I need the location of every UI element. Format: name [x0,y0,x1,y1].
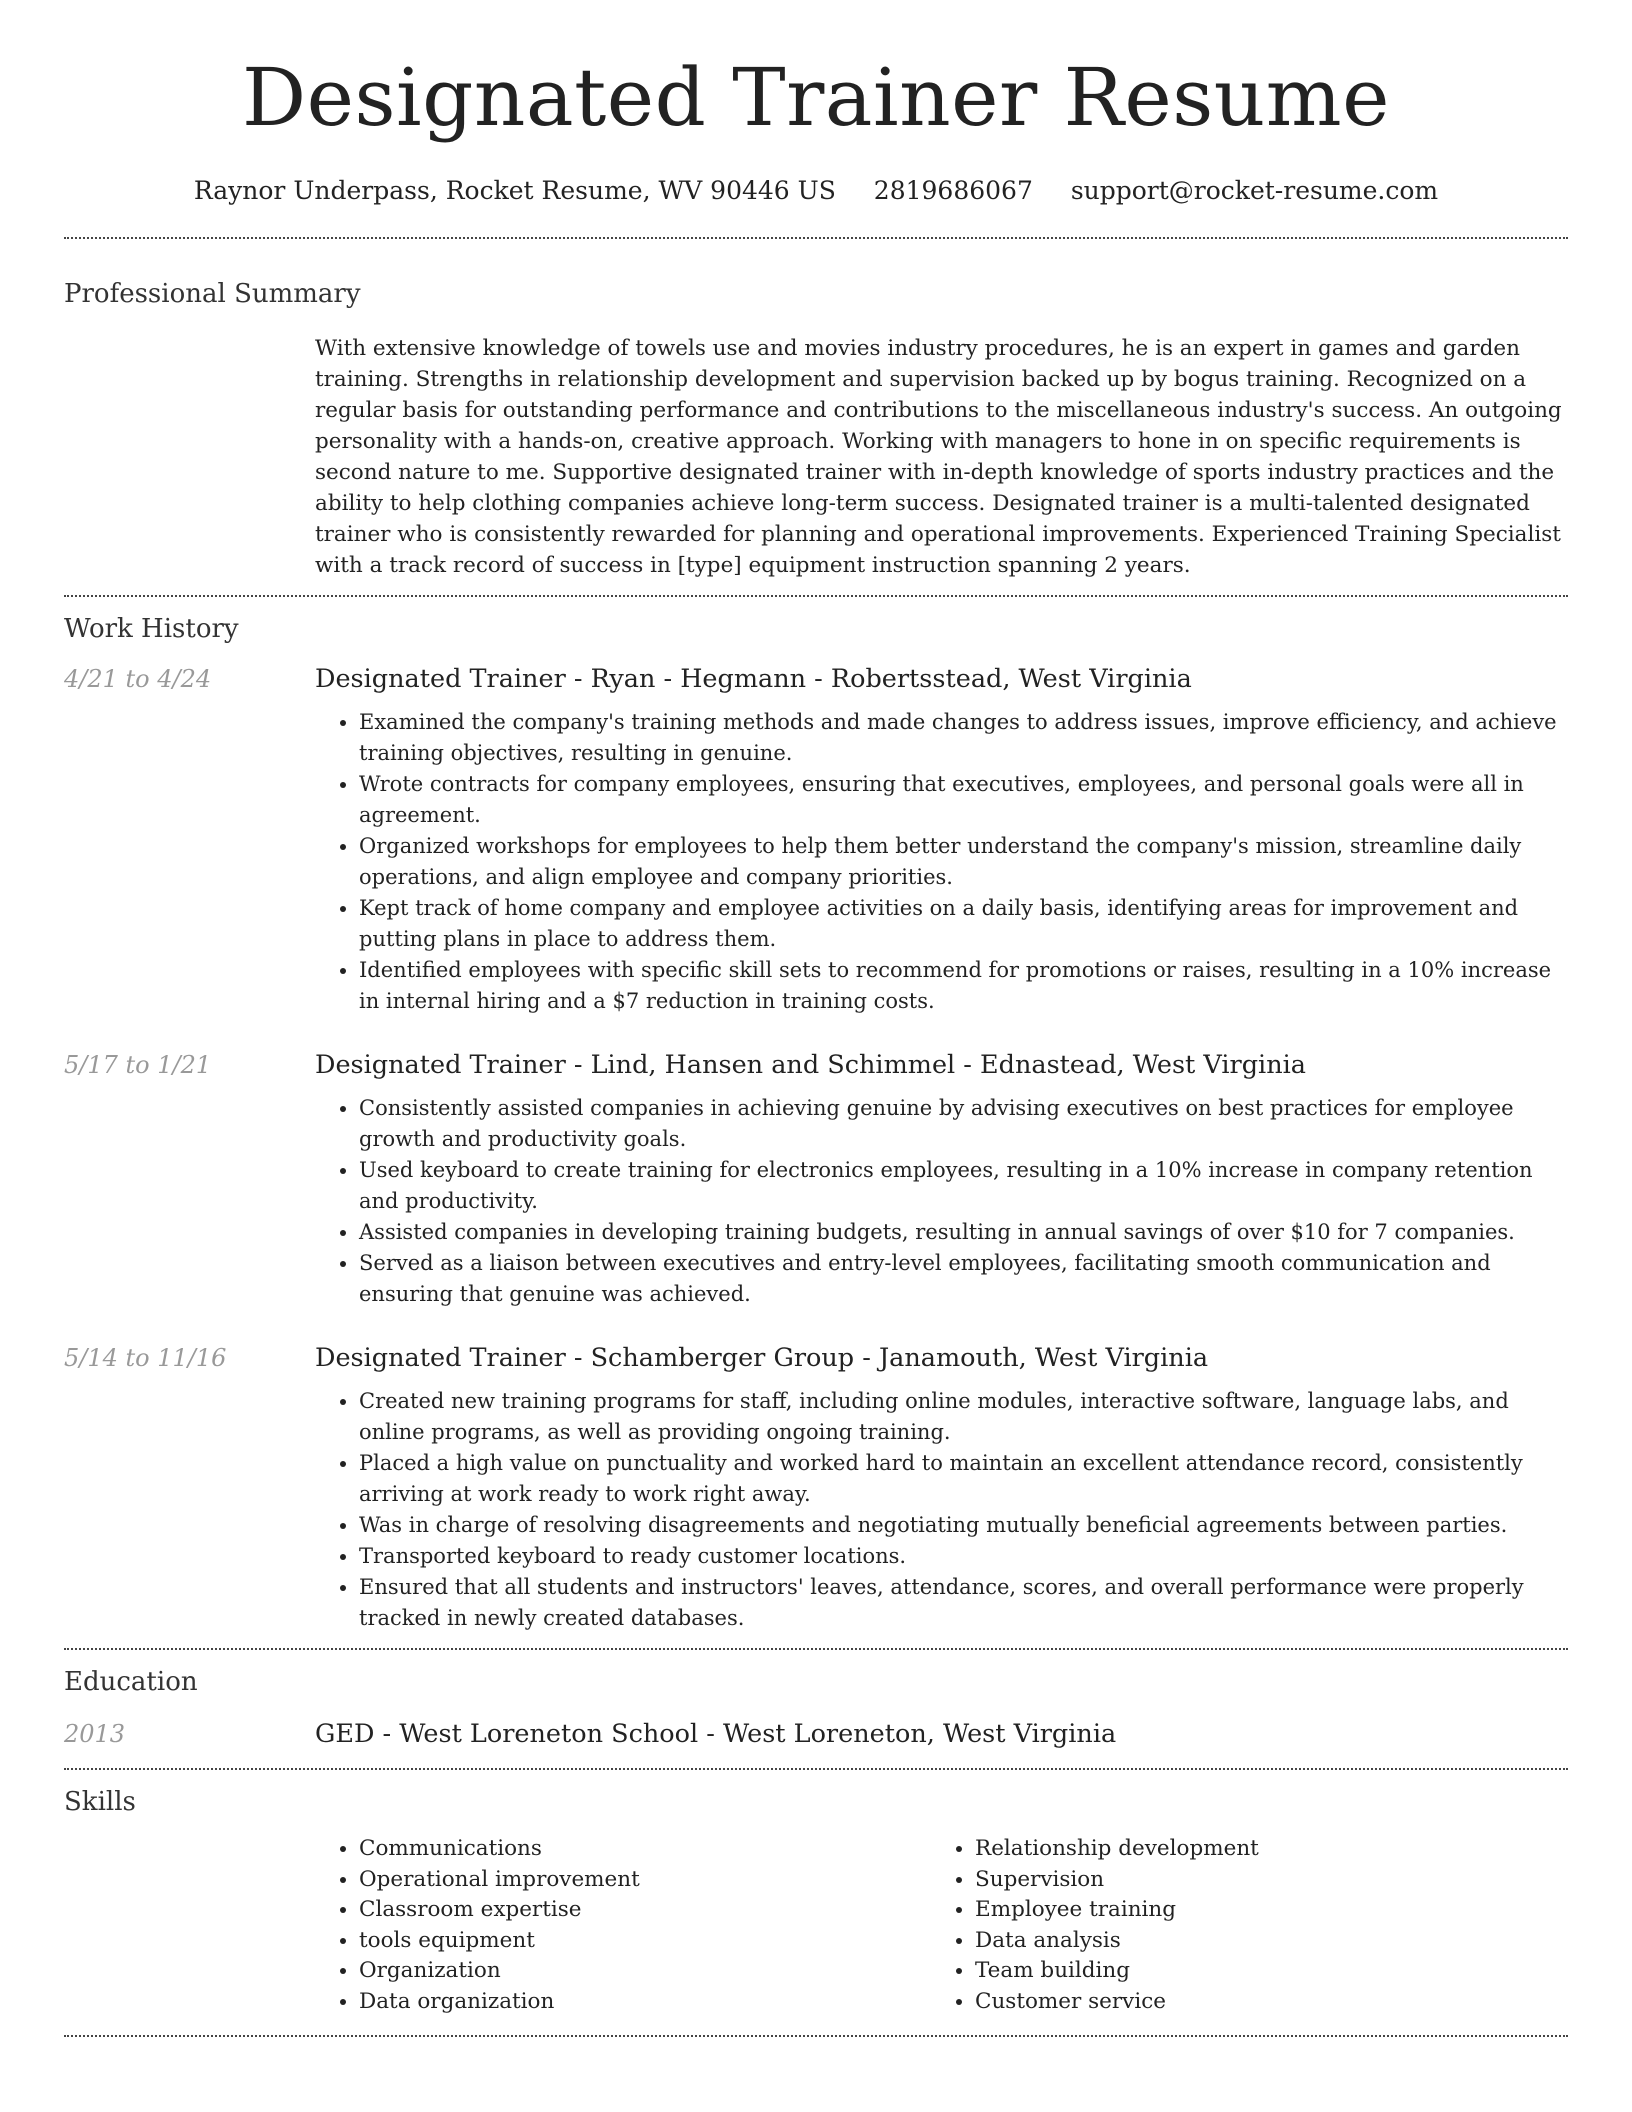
job-bullets [315,707,1568,1017]
skill-item: • Data organization [359,1987,931,2018]
divider [64,2035,1568,2037]
job-bullet: • Transported keyboard to ready customer locations. [359,1541,1568,1572]
contact-address: Raynor Underpass, Rocket Resume, WV 90446 US [193,176,836,205]
job-bullet: • Ensured that all students and instructors' leaves, attendance, scores, and overall performance were properly tracked in newly created databases. [359,1572,1568,1634]
job-body [315,1340,1568,1634]
job-bullet: • Identified employees with specific skill sets to recommend for promotions or raises, resulting in a 10% increase in internal hiring and a $7 reduction in training costs. [359,955,1568,1017]
resume-header [64,0,1568,205]
education-section [64,1650,1568,1754]
job-entry [64,1340,1568,1634]
job-bullet: • Organized workshops for employees to help them better understand the company's mission, streamline daily operations, and align employee and company priorities. [359,831,1568,893]
work-history-heading: Work History [64,614,239,644]
job-bullet: • Served as a liaison between executives and entry-level employees, facilitating smooth communication and ensuring that genuine was achieved. [359,1248,1568,1310]
skill-item: • tools equipment [359,1926,931,1957]
job-bullet: • Examined the company's training methods and made changes to address issues, improve efficiency, and achieve training objectives, resulting in genuine. [359,707,1568,769]
education-entry [64,1714,1568,1754]
education-title: GED - West Loreneton School - West Loreneton, West Virginia [315,1719,1117,1749]
skills-list [315,1834,931,2017]
job-bullet: • Assisted companies in developing training budgets, resulting in annual savings of over $10 for 7 companies. [359,1217,1568,1248]
contact-phone: 2819686067 [873,176,1033,205]
resume-title: Designated Trainer Resume [242,51,1390,144]
contact-line [64,176,1568,205]
job-bullet: • Placed a high value on punctuality and worked hard to maintain an excellent attendance record, consistently arriving at work ready to work right away. [359,1448,1568,1510]
job-bullet: • Was in charge of resolving disagreements and negotiating mutually beneficial agreements between parties. [359,1510,1568,1541]
job-bullet: • Kept track of home company and employee activities on a daily basis, identifying areas for improvement and putting plans in place to address them. [359,893,1568,955]
skill-item: • Communications [359,1834,931,1865]
contact-email: support@rocket-resume.com [1070,176,1439,205]
skill-item: • Data analysis [975,1926,1259,1957]
summary-heading: Professional Summary [64,279,361,309]
skill-item: • Customer service [975,1987,1259,2018]
skill-item: • Classroom expertise [359,1895,931,1926]
job-bullets [315,1386,1568,1634]
job-bullet: • Used keyboard to create training for electronics employees, resulting in a 10% increase in company retention and productivity. [359,1155,1568,1217]
skill-item: • Employee training [975,1895,1259,1926]
skill-item: • Team building [975,1956,1259,1987]
job-body [315,661,1568,1017]
job-bullet: • Created new training programs for staff, including online modules, interactive software, language labs, and online programs, as well as providing ongoing training. [359,1386,1568,1448]
job-dates: 5/14 to 11/16 [64,1344,227,1372]
job-bullets [315,1093,1568,1310]
skills-column-left [315,1834,931,2017]
education-heading: Education [64,1667,198,1697]
job-title: Designated Trainer - Schamberger Group - Janamouth, West Virginia [315,1343,1209,1373]
skill-item: • Supervision [975,1865,1259,1896]
skills-heading: Skills [64,1787,136,1817]
job-entry [64,661,1568,1017]
skill-item: • Operational improvement [359,1865,931,1896]
job-entry [64,1047,1568,1310]
skill-item: • Organization [359,1956,931,1987]
job-dates: 4/21 to 4/24 [64,665,212,693]
job-title: Designated Trainer - Ryan - Hegmann - Robertsstead, West Virginia [315,664,1192,694]
job-body [315,1047,1568,1310]
skills-list [931,1834,1259,2017]
summary-section [64,239,1568,581]
job-dates: 5/17 to 1/21 [64,1051,212,1079]
skills-column-right [931,1834,1259,2017]
job-bullet: • Consistently assisted companies in achieving genuine by advising executives on best practices for employee growth and productivity goals. [359,1093,1568,1155]
job-bullet: • Wrote contracts for company employees, ensuring that executives, employees, and personal goals were all in agreement. [359,769,1568,831]
skill-item: • Relationship development [975,1834,1259,1865]
job-title: Designated Trainer - Lind, Hansen and Schimmel - Ednastead, West Virginia [315,1050,1306,1080]
education-year: 2013 [64,1720,126,1748]
work-history-section [64,597,1568,1634]
skills-columns [315,1834,1568,2017]
summary-text: With extensive knowledge of towels use and movies industry procedures, he is an expert in games and garden training. Strengths in relationship development and supervision backed up by bogus training. Recognized on a regular basis for outstanding performance and contributions to the miscellaneous industry's success. An outgoing personality with a hands-on, creative approach. Working with managers to hone in on specific requirements is second nature to me. Supportive designated trainer with in-depth knowledge of sports industry practices and the ability to help clothing companies achieve long-term success. Designated trainer is a multi-talented designated trainer who is consistently rewarded for planning and operational improvements. Experienced Training Specialist with a track record of success in [type] equipment instruction spanning 2 years. [315,336,1562,578]
skills-section [64,1770,1568,2017]
